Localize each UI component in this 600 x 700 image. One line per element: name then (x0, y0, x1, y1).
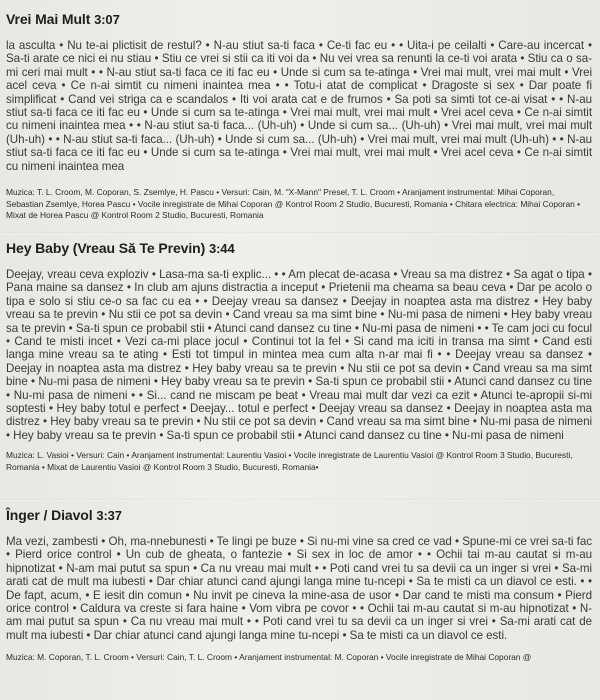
song-lyrics: Ma vezi, zambesti • Oh, ma-nnebunesti • Te lingi pe buze • Si nu-mi vine sa cred ce vad • Spune-mi ce vrei sa-ti fac • Pierd orice control • Un cub de gheata, o fantezie • Si sex in loc de amor • • Ochii tai m-au cautat si m-au hipnotizat • N-am mai putut sa spun • Ca nu vreau mai mult • • Poti cand vrei tu sa devii ca un inger si vrei • Sa-mi arati cat de mult ma iubesti • Dar chiar atunci cand ajungi langa mine tu-ncepi • Sa te misti ca un diavol ce esti. • • De fapt, acum, • E iesit din comun • Nu invit pe cineva la mine-asa de usor • Dar cand te misti ma consum • Pierd orice control • Caldura va creste si fara haine • Vom vibra pe covor • • Ochii tai m-au cautat si m-au hipnotizat • N-am mai putut sa spun • Ca nu vreau mai mult • • Poti cand vrei tu sa devii ca un inger si vrei • Sa-mi arati cat de mult ma iubesti • Dar chiar atunci cand ajungi langa mine tu-ncepi • Sa te misti ca un diavol ce esti. (6, 535, 592, 642)
song-lyrics: Deejay, vreau ceva exploziv • Lasa-ma sa-ti explic... • • Am plecat de-acasa • Vreau sa ma distrez • Sa agat o tipa • Pana maine sa dansez • In club am ajuns distractia a inceput • Prietenii ma cheama sa beau ceva • Dar pe acolo o tipa e solo si stiu ce-o sa fac cu ea • • Deejay vreau sa dansez • Deejay in noaptea asta ma distrez • Hey baby vreau sa te previn • Nu stii ce pot sa devin • Cand vreau sa ma simt bine • Nu-mi pasa de nimeni • Hey baby vreau sa te previn • Sa-ti spun ce probabil stii • Atunci cand dansez cu tine • Nu-mi pasa de nimeni • • Te cam joci cu focul • Cand te misti incet • Vezi ca-mi place jocul • Continui tot la fel • Si cand ma iciti in transa ma simt • Cand esti langa mine vreau sa te ating • Esti tot timpul in mintea mea cum alta n-ar mai fi • • Deejay vreau sa dansez • Deejay in noaptea asta ma distrez • Hey baby vreau sa te previn • Nu stii ce pot sa devin • Cand vreau sa ma simt bine • Nu-mi pasa de nimeni • Hey baby vreau sa te previn • Sa-ti spun ce probabil stii • Atunci cand dansez cu tine • Nu-mi pasa de nimeni • • Si... cand ne miscam pe beat • Vreau mai mult dar vezi ca ezit • Atunci te-apropii si-mi soptesti • Hey baby totul e perfect • Deejay... totul e perfect • Deejay vreau sa dansez • Deejay in noaptea asta ma distrez • Hey baby vreau sa te previn • Nu stii ce pot sa devin • Cand vreau sa ma simt bine • Nu-mi pasa de nimeni • Hey baby vreau sa te previn • Sa-ti spun ce probabil stii • Atunci cand dansez cu tine • Nu-mi pasa de nimeni (6, 268, 592, 442)
song-section-vrei-mai-mult (6, 10, 592, 222)
song-title-text: Vrei Mai Mult (6, 11, 91, 27)
song-section-inger-diavol (6, 506, 592, 664)
page-crease (0, 232, 600, 234)
song-duration: 3:37 (96, 508, 122, 523)
song-title (6, 239, 592, 258)
song-duration: 3:44 (208, 241, 235, 256)
song-title (6, 10, 592, 29)
song-section-hey-baby (6, 239, 592, 473)
song-credits: Muzica: T. L. Croom, M. Coporan, S. Zsemlye, H. Pascu • Versuri: Cain, M. "X-Mann" Presel, T. L. Croom • Aranjament instrumental: Mihai Coporan, Sebastian Zsemlye, Horea Pascu • Vocile inregistrate de Mihai Coporan @ Kontrol Room 2 Studio, Bucuresti, Romania • Chitara electrica: Mihai Coporan • Mixat de Horea Pascu @ Kontrol Room 2 Studio, Bucuresti, Romania (6, 187, 581, 221)
song-credits: Muzica: L. Vasioi • Versuri: Cain • Aranjament instrumental: Laurentiu Vasioi • Vocile inregistrate de Laurentiu Vasioi @ Kontrol Room 3 Studio, Bucuresti, Romania • Mixat de Laurentiu Vasioi @ Kontrol Room 3 Studio, Bucuresti, Romania• (6, 450, 573, 472)
song-duration: 3:07 (94, 12, 120, 27)
page-crease (0, 499, 600, 501)
song-credits: Muzica: M. Coporan, T. L. Croom • Versuri: Cain, T. L. Croom • Aranjament instrumental: M. Coporan • Vocile inregistrate de Mihai Coporan @ (6, 652, 532, 663)
song-lyrics: la asculta • Nu te-ai plictisit de restul? • N-au stiut sa-ti faca • Ce-ti fac eu • • Uita-i pe ceilalti • Care-au incercat • Sa-ti arate ce nici ei nu stiau • Stiu ce vrei si stii ca iti voi da • Nu vei vrea sa renunti la ce-ti voi arata • Stiu ca o sa-mi ceri mai mult • • N-au stiut sa-ti faca ce iti fac eu • Unde si cum sa te-atinga • Vrei mai mult, vrei mai mult • Vrei acel ceva • Ce n-ai simtit cu nimeni inaintea mea • • Totu-i atat de complicat • Dragoste si sex • Dar poate fi simplificat • Cand vei striga ca e scandalos • Iti voi arata cat e de frumos • Sa poti sa simti tot ce-ai visat • • N-au stiut sa-ti faca ce iti fac eu • Unde si cum sa te-atinga • Vrei mai mult, vrei mai mult • Vrei acel ceva • Ce n-ai simtit cu nimeni inaintea mea • • N-au stiut sa-ti faca... (Uh-uh) • Unde si cum sa... (Uh-uh) • Vrei mai mult, vrei mai mult (Uh-uh) • • N-au stiut sa-ti faca... (Uh-uh) • Unde si cum sa... (Uh-uh) • Vrei mai mult, vrei mai mult (Uh-uh) • • N-au stiut sa-ti faca ce iti fac eu • Unde si cum sa te-atinga • Vrei mai mult, vrei mai mult • Vrei acel ceva • Ce n-ai simtit cu nimeni inaintea mea (6, 39, 592, 173)
song-title (6, 506, 592, 525)
song-title-text: Hey Baby (Vreau Să Te Previn) (6, 240, 206, 256)
song-title-text: Înger / Diavol (6, 507, 93, 523)
